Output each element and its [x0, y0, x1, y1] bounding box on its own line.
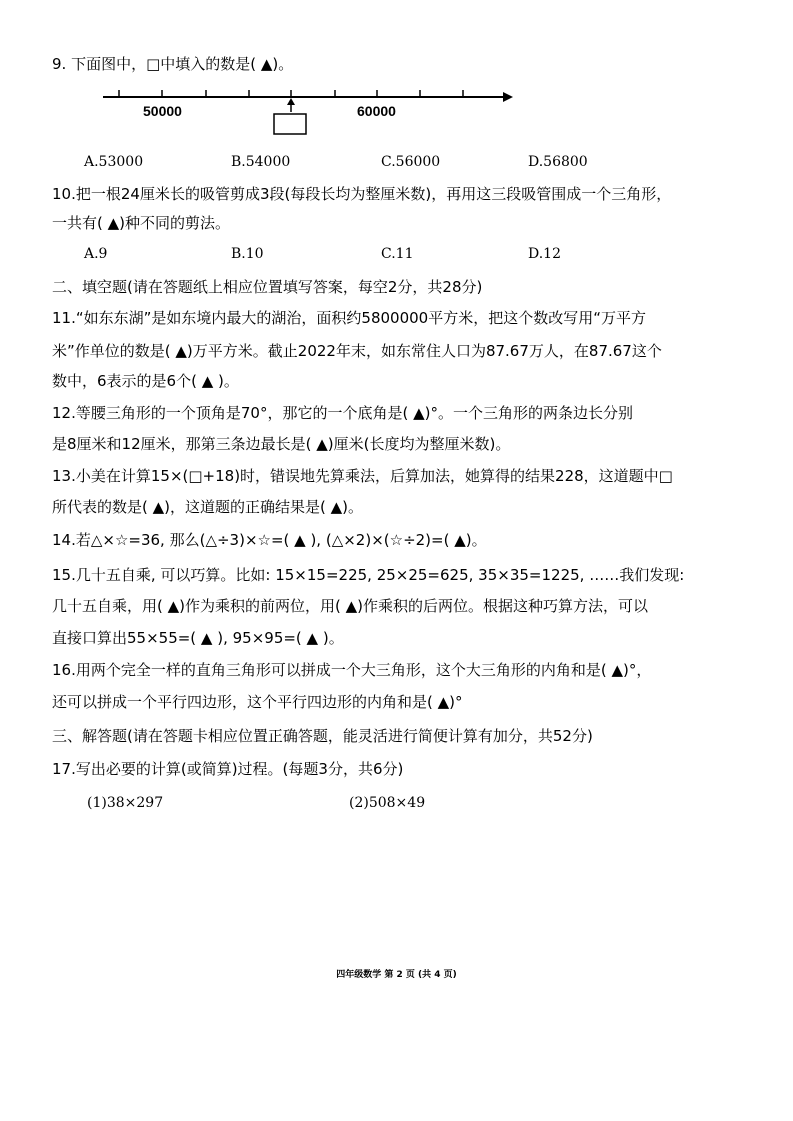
- q10-option-b: B.10: [231, 246, 264, 262]
- pointer-arrow-icon: [287, 98, 295, 105]
- q10-option-d: D.12: [528, 246, 561, 262]
- q17-part-1: (1)38×297: [87, 795, 164, 811]
- q17-stem: 17.写出必要的计算(或简算)过程。(每题3分，共6分): [52, 760, 404, 778]
- q12-line-1: 12.等腰三角形的一个顶角是70°，那它的一个底角是( ▲)°。一个三角形的两条边长分别: [52, 404, 633, 422]
- q13-line-2: 所代表的数是( ▲)，这道题的正确结果是( ▲)。: [52, 498, 364, 516]
- q10-option-c: C.11: [381, 246, 414, 262]
- section-3-heading: 三、解答题(请在答题卡相应位置正确答题，能灵活进行简便计算有加分，共52分): [52, 727, 593, 745]
- q9-option-d: D.56800: [528, 154, 588, 170]
- answer-box: [274, 114, 306, 134]
- q10-option-a: A.9: [84, 246, 108, 262]
- q9-option-c: C.56000: [381, 154, 441, 170]
- number-line-figure: [100, 80, 520, 140]
- q16-line-2: 还可以拼成一个平行四边形，这个平行四边形的内角和是( ▲)°: [52, 693, 463, 711]
- q14-line-1: 14.若△×☆=36, 那么(△÷3)×☆=( ▲ ), (△×2)×(☆÷2)=( ▲)。: [52, 531, 487, 549]
- q9-option-b: B.54000: [231, 154, 291, 170]
- q16-line-1: 16.用两个完全一样的直角三角形可以拼成一个大三角形，这个大三角形的内角和是( ▲)°，: [52, 661, 652, 679]
- q15-line-3: 直接口算出55×55=( ▲ ), 95×95=( ▲ )。: [52, 629, 344, 647]
- page-footer: 四年级数学 第 2 页 (共 4 页): [336, 970, 457, 980]
- q11-line-3: 数中，6表示的是6个( ▲ )。: [52, 372, 239, 390]
- q9-option-a: A.53000: [84, 154, 144, 170]
- q13-line-1: 13.小美在计算15×(□+18)时，错误地先算乘法，后算加法，她算得的结果228，这道题中□: [52, 467, 673, 485]
- q9-stem: 9. 下面图中，□中填入的数是( ▲)。: [52, 55, 294, 73]
- axis-label-60000: 60000: [357, 103, 396, 119]
- q12-line-2: 是8厘米和12厘米，那第三条边最长是( ▲)厘米(长度均为整厘米数)。: [52, 435, 511, 453]
- number-line-arrow-icon: [503, 92, 513, 102]
- q11-line-2: 米”作单位的数是( ▲)万平方米。截止2022年末，如东常住人口为87.67万人，在87.67这个: [52, 342, 662, 360]
- number-line-ticks: [119, 90, 463, 97]
- axis-label-50000: 50000: [143, 103, 182, 119]
- q10-line-2: 一共有( ▲)种不同的剪法。: [52, 214, 231, 232]
- q15-line-1: 15.几十五自乘, 可以巧算。比如: 15×15=225, 25×25=625, 35×35=1225, ……我们发现:: [52, 566, 685, 584]
- q15-line-2: 几十五自乘，用( ▲)作为乘积的前两位，用( ▲)作乘积的后两位。根据这种巧算方法，可以: [52, 597, 649, 615]
- q10-options: [0, 244, 793, 264]
- q9-options: [0, 152, 793, 172]
- q17-part-2: (2)508×49: [349, 795, 426, 811]
- q10-line-1: 10.把一根24厘米长的吸管剪成3段(每段长均为整厘米数)，再用这三段吸管围成一个三角形，: [52, 185, 672, 203]
- section-2-heading: 二、填空题(请在答题纸上相应位置填写答案，每空2分，共28分): [52, 278, 483, 296]
- q11-line-1: 11.“如东东湖”是如东境内最大的湖治，面积约5800000平方米，把这个数改写用“万平方: [52, 309, 646, 327]
